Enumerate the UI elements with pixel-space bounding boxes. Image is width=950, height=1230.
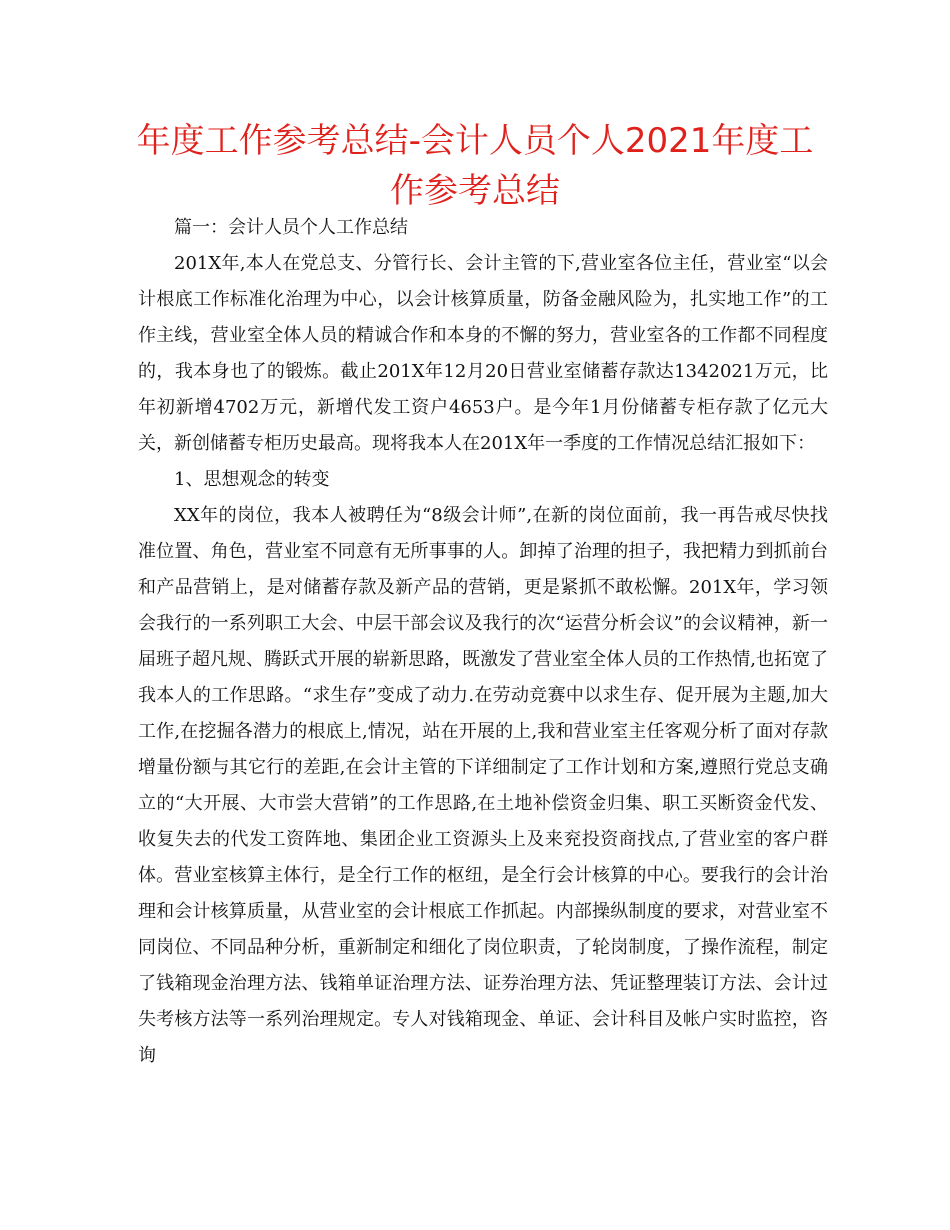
document-body xyxy=(138,210,828,1074)
paragraph-1: 201X年,本人在党总支、分管行长、会计主管的下,营业室各位主任，营业室“以会计根底工作标准化治理为中心，以会计核算质量，防备金融风险为，扎实地工作”的工作主线，营业室全体人员的精诚合作和本身的不懈的努力，营业室各的工作都不同程度的，我本身也了的锻炼。截止201X年12月20日营业室储蓄存款达1342021万元，比年初新增4702万元，新增代发工资户4653户。是今年1月份储蓄专柜存款了亿元大关，新创储蓄专柜历史最高。现将我本人在201X年一季度的工作情况总结汇报如下： xyxy=(138,253,828,454)
document-title: 年度工作参考总结-会计人员个人2021年度工作参考总结 xyxy=(136,121,814,211)
paragraph-2: XX年的岗位，我本人被聘任为“8级会计师”,在新的岗位面前，我一再告戒尽快找准位置、角色，营业室不同意有无所事事的人。卸掉了治理的担子，我把精力到抓前台和产品营销上，是对储蓄存款及新产品的营销，更是紧抓不敢松懈。201X年，学习领会我行的一系列职工大会、中层干部会议及我行的次“运营分析会议”的会议精神，新一届班子超凡规、腾跃式开展的崭新思路，既激发了营业室全体人员的工作热情,也拓宽了我本人的工作思路。“求生存”变成了动力.在劳动竞赛中以求生存、促开展为主题,加大工作,在挖掘各潜力的根底上,情况，站在开展的上,我和营业室主任客观分析了面对存款增量份额与其它行的差距,在会计主管的下详细制定了工作计划和方案,遵照行党总支确立的“大开展、大市尝大营销”的工作思路,在土地补偿资金归集、职工买断资金代发、收复失去的代发工资阵地、集团企业工资源头上及来兖投资商找点,了营业室的客户群体。营业室核算主体行，是全行工作的枢纽，是全行会计核算的中心。要我行的会计治理和会计核算质量，从营业室的会计根底工作抓起。内部操纵制度的要求，对营业室不同岗位、不同品种分析，重新制定和细化了岗位职责，了轮岗制度，了操作流程，制定了钱箱现金治理方法、钱箱单证治理方法、证券治理方法、凭证整理装订方法、会计过失考核方法等一系列治理规定。专人对钱箱现金、单证、会计科目及帐户实时监控，咨询 xyxy=(138,505,829,1066)
section-heading: 篇一：会计人员个人工作总结 xyxy=(174,217,408,238)
subheading-thinking-change: 1、思想观念的转变 xyxy=(174,469,330,490)
